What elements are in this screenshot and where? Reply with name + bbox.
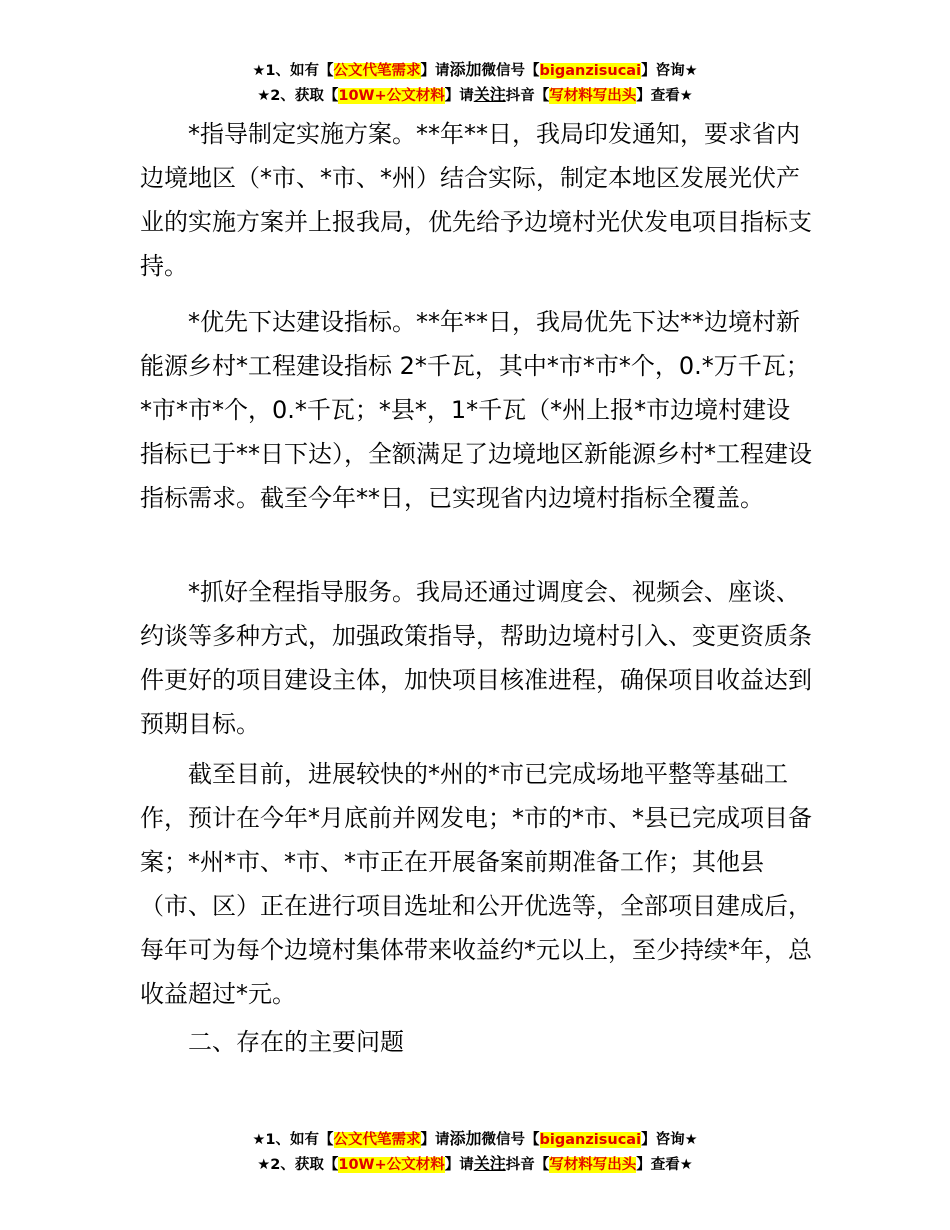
highlight-douyin-id: 写材料写出头 [549,1157,637,1173]
promo-banner-top [0,58,950,108]
highlight-service: 公文代笔需求 [333,63,421,79]
paragraph-indicators: *优先下达建设指标。**年**日，我局优先下达**边境村新能源乡村*工程建设指标 2*千瓦，其中*市*市*个，0.*万千瓦；*市*市*个，0.*千瓦；*县*，1*千瓦（*州上报*市边境村建设指标已于**日下达），全额满足了边境地区新能源乡村*工程建设指标需求。截至今年**日，已实现省内边境村指标全覆盖。 [140,308,812,512]
highlight-douyin-id: 写材料写出头 [549,88,637,104]
paragraph-plan: *指导制定实施方案。**年**日，我局印发通知，要求省内边境地区（*市、*市、*州）结合实际，制定本地区发展光伏产业的实施方案并上报我局，优先给予边境村光伏发电项目指标支持。 [140,120,812,280]
promo-banner-bottom [0,1127,950,1177]
paragraph-guidance: *抓好全程指导服务。我局还通过调度会、视频会、座谈、约谈等多种方式，加强政策指导，帮助边境村引入、变更资质条件更好的项目建设主体，加快项目核准进程，确保项目收益达到预期目标。 [140,578,812,738]
highlight-wechat-id: biganzisucai [539,63,642,79]
promo-line-1: ★1、如有【公文代笔需求】请添加微信号【biganzisucai】咨询★ [252,1129,698,1148]
section-heading: 二、存在的主要问题 [188,1028,404,1056]
promo-line-1: ★1、如有【公文代笔需求】请添加微信号【biganzisucai】咨询★ [252,60,698,79]
paragraph-progress: 截至目前，进展较快的*州的*市已完成场地平整等基础工作，预计在今年*月底前并网发电；*市的*市、*县已完成项目备案；*州*市、*市、*市正在开展备案前期准备工作；其他县（市、区）正在进行项目选址和公开优选等，全部项目建成后，每年可为每个边境村集体带来收益约*元以上，至少持续*年，总收益超过*元。 [140,760,812,1008]
highlight-service: 公文代笔需求 [333,1132,421,1148]
highlight-materials: 10W+公文材料 [338,88,445,104]
promo-line-2: ★2、获取【10W+公文材料】请关注抖音【写材料写出头】查看★ [257,1154,693,1173]
highlight-materials: 10W+公文材料 [338,1157,445,1173]
highlight-wechat-id: biganzisucai [539,1132,642,1148]
promo-line-2: ★2、获取【10W+公文材料】请关注抖音【写材料写出头】查看★ [257,85,693,104]
